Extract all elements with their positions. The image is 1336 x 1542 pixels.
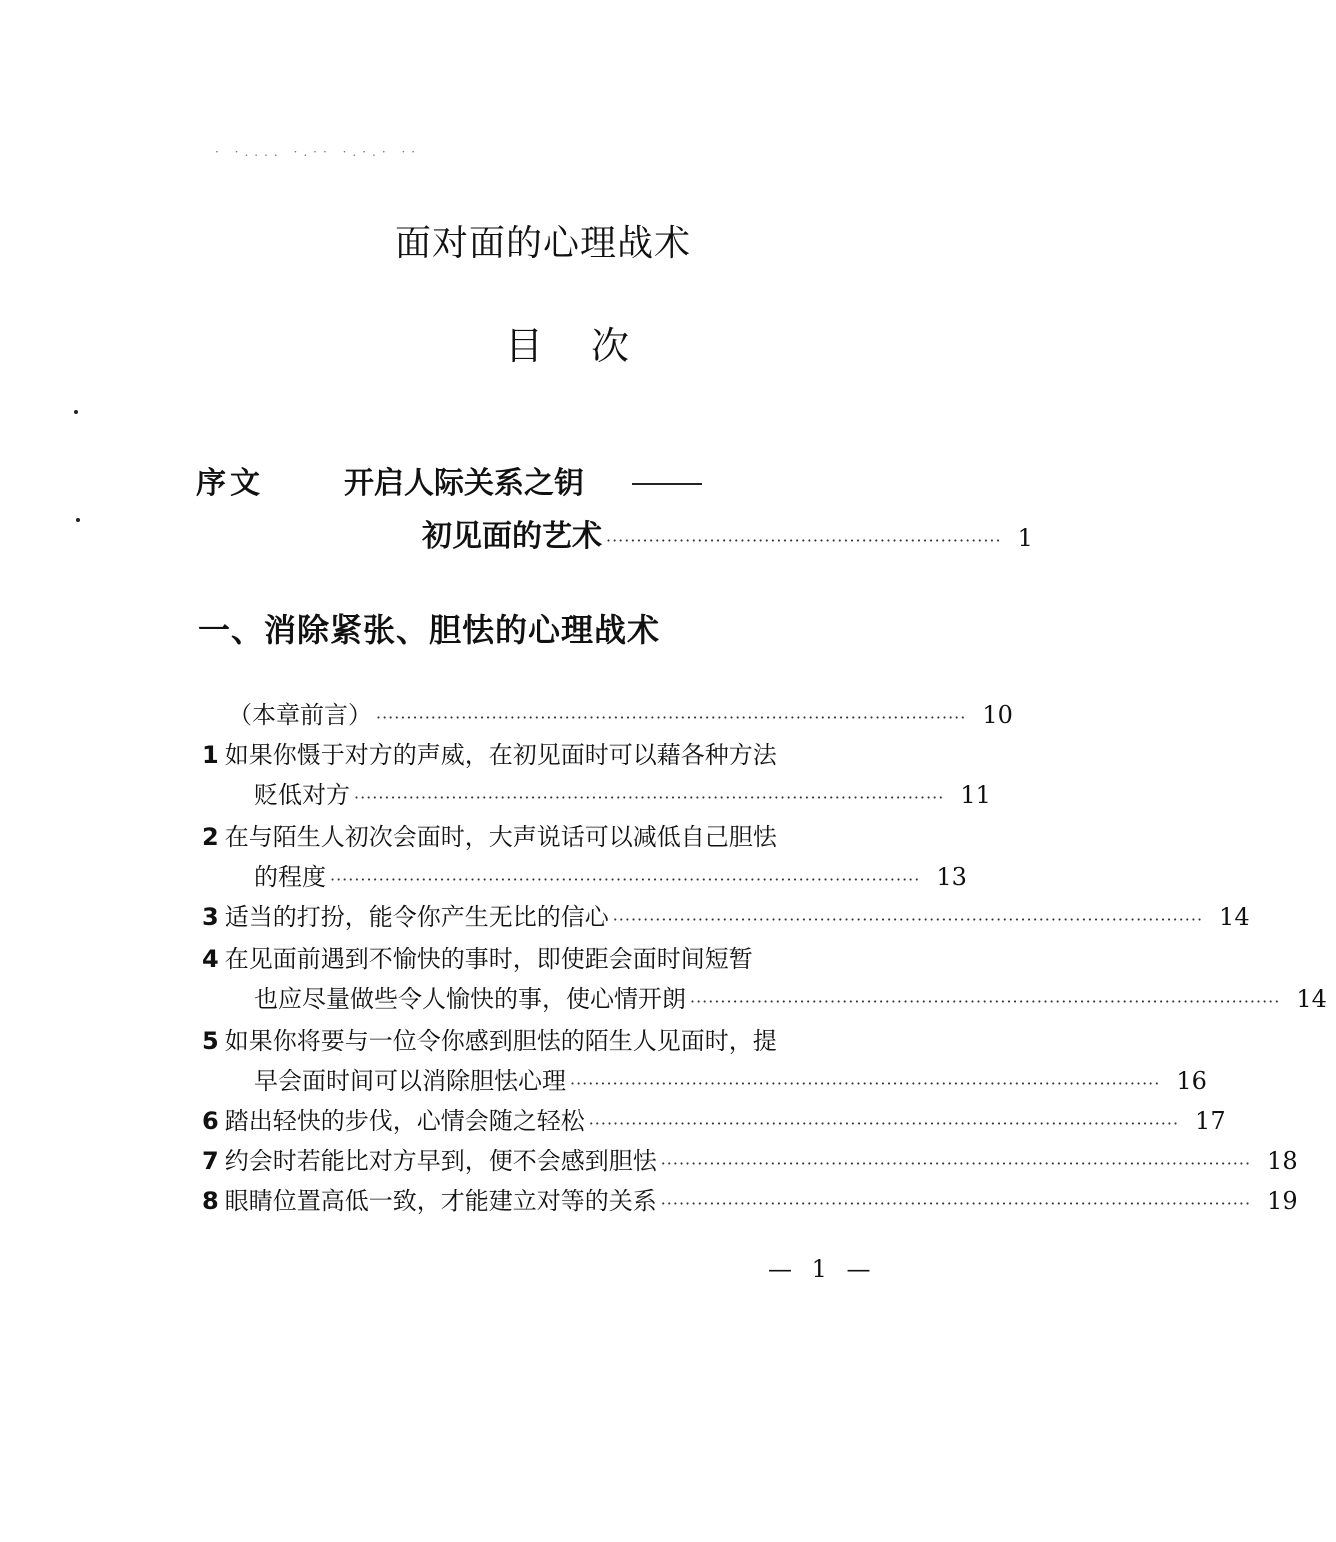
entry-text: 早会面时间可以消除胆怯心理	[254, 1067, 566, 1095]
preface-label: 序文	[196, 466, 264, 501]
toc-entry[interactable]	[202, 1024, 906, 1058]
entry-number: 6	[202, 1107, 219, 1135]
entry-page: 13	[936, 863, 967, 891]
toc-heading: 目次	[505, 324, 678, 368]
entry-text: 适当的打扮，能令你产生无比的信心	[224, 903, 609, 931]
toc-entry[interactable]	[202, 1144, 1298, 1178]
entry-page: 19	[1267, 1187, 1298, 1215]
entry-text: 也应尽量做些令人愉快的事，使心情开朗	[254, 985, 686, 1013]
entry-number: 3	[202, 903, 219, 931]
leader-dots: ·································································································	[376, 708, 967, 727]
entry-text: （本章前言）	[228, 701, 372, 729]
leader-dots: ·································································································	[330, 870, 921, 889]
book-title: 面对面的心理战术	[395, 223, 692, 264]
leader-dots: ·································································································	[690, 992, 1281, 1011]
preface-entry[interactable]	[422, 519, 1033, 554]
entry-text: 如果你将要与一位令你感到胆怯的陌生人见面时，提	[224, 1027, 777, 1055]
entry-text: 约会时若能比对方早到，便不会感到胆怯	[224, 1147, 657, 1175]
entry-page: 17	[1195, 1107, 1226, 1135]
entry-text: 如果你慑于对方的声威，在初见面时可以藉各种方法	[224, 741, 777, 769]
toc-entry[interactable]	[202, 820, 906, 854]
leader-dots: ·································································································	[660, 1194, 1252, 1213]
preface-title-line1: 开启人际关系之钥	[344, 466, 584, 501]
entry-number: 2	[202, 823, 219, 851]
entry-text: 踏出轻快的步伐，心情会随之轻松	[224, 1107, 585, 1135]
entry-text: 在见面前遇到不愉快的事时，即使距会面时间短暂	[224, 945, 753, 973]
preface-page: 1	[1017, 524, 1033, 552]
leader-dots: ·································································	[606, 531, 1002, 550]
entry-number: 5	[202, 1027, 219, 1055]
entry-text: 在与陌生人初次会面时，大声说话可以减低自己胆怯	[224, 823, 777, 851]
toc-entry[interactable]	[202, 942, 906, 976]
entry-number: 1	[202, 741, 219, 769]
entry-page: 18	[1267, 1147, 1298, 1175]
entry-number: 8	[202, 1187, 219, 1215]
toc-entry[interactable]	[202, 738, 906, 772]
toc-entry[interactable]	[202, 1184, 1298, 1218]
toc-entry-continued[interactable]	[254, 860, 967, 894]
toc-entry[interactable]	[202, 1104, 1226, 1138]
entry-page: 14	[1219, 903, 1250, 931]
preface-dash	[632, 483, 702, 485]
scan-speck	[76, 518, 80, 522]
chapter-title: 一、消除紧张、胆怯的心理战术	[198, 611, 661, 649]
scan-noise: · ·.... ·.·· ·.·.· ··	[215, 145, 422, 159]
page-number: — 1 —	[768, 1255, 877, 1283]
entry-number: 4	[202, 945, 219, 973]
toc-entry[interactable]	[228, 698, 1013, 732]
entry-text: 贬低对方	[254, 781, 350, 809]
leader-dots: ·································································································	[660, 1154, 1252, 1173]
leader-dots: ·································································································	[612, 910, 1204, 929]
preface-title-line2: 初见面的艺术	[422, 519, 602, 554]
leader-dots: ·································································································	[588, 1114, 1180, 1133]
leader-dots: ·································································································	[354, 788, 945, 807]
entry-text: 眼睛位置高低一致，才能建立对等的关系	[224, 1187, 657, 1215]
toc-entry-continued[interactable]	[254, 982, 1327, 1016]
toc-entry-continued[interactable]	[254, 1064, 1207, 1098]
entry-text: 的程度	[254, 863, 326, 891]
toc-entry[interactable]	[202, 900, 1250, 934]
leader-dots: ·································································································	[570, 1074, 1161, 1093]
toc-entry-continued[interactable]	[254, 778, 991, 812]
entry-page: 10	[982, 701, 1013, 729]
entry-page: 11	[960, 781, 991, 809]
entry-number: 7	[202, 1147, 219, 1175]
entry-page: 14	[1296, 985, 1327, 1013]
scan-speck	[74, 410, 78, 414]
entry-page: 16	[1176, 1067, 1207, 1095]
